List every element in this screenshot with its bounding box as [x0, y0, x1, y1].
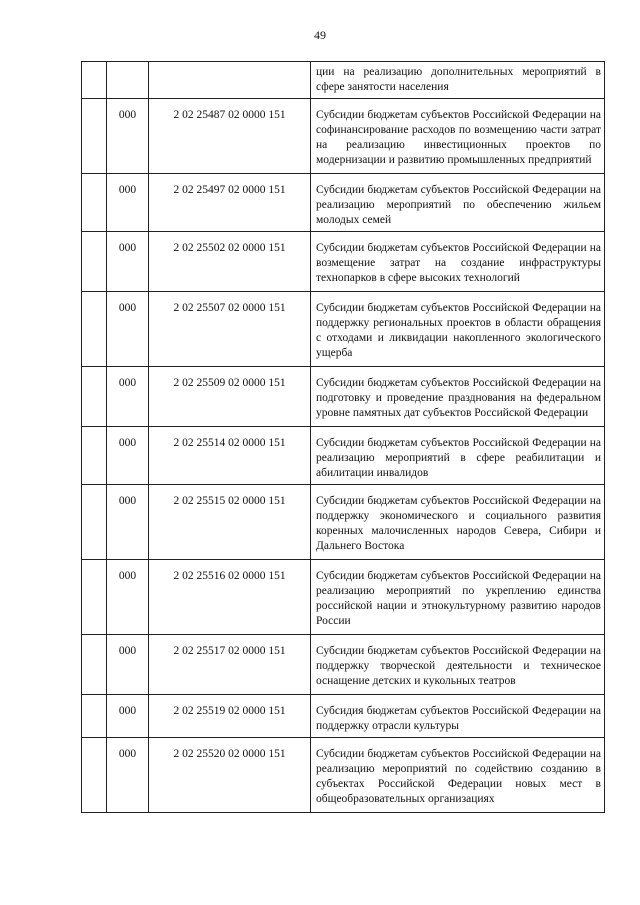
blank-cell	[82, 99, 107, 174]
admin-code-cell: 000	[107, 174, 149, 232]
revenue-name-cell: Субсидии бюджетам субъектов Российской Федерации на реализацию мероприятий по укреплению единства российской нации и этнокультурному развитию народов России	[311, 560, 605, 635]
blank-cell	[82, 695, 107, 738]
revenue-name-cell: Субсидии бюджетам субъектов Российской Федерации на реализацию мероприятий по обеспечению жильем молодых семей	[311, 174, 605, 232]
blank-cell	[82, 367, 107, 427]
page-number: 49	[314, 28, 326, 42]
blank-cell	[82, 174, 107, 232]
admin-code-cell: 000	[107, 367, 149, 427]
table-row	[82, 560, 605, 635]
blank-cell	[82, 738, 107, 813]
budget-code-cell: 2 02 25515 02 0000 151	[149, 485, 311, 560]
revenue-name-cell: Субсидии бюджетам субъектов Российской Федерации на поддержку экономического и социального развития коренных малочисленных народов Севера, Сибири и Дальнего Востока	[311, 485, 605, 560]
budget-code-cell: 2 02 25520 02 0000 151	[149, 738, 311, 813]
budget-code-cell: 2 02 25517 02 0000 151	[149, 635, 311, 695]
admin-code-cell: 000	[107, 695, 149, 738]
revenue-name-cell: Субсидии бюджетам субъектов Российской Федерации на реализацию мероприятий в сфере реабилитации и абилитации инвалидов	[311, 427, 605, 485]
revenue-name-cell: ции на реализацию дополнительных мероприятий в сфере занятости населения	[311, 62, 605, 99]
table-row	[82, 738, 605, 813]
budget-code-cell	[149, 62, 311, 99]
blank-cell	[82, 292, 107, 367]
blank-cell	[82, 485, 107, 560]
admin-code-cell: 000	[107, 485, 149, 560]
table-row	[82, 99, 605, 174]
blank-cell	[82, 62, 107, 99]
budget-code-cell: 2 02 25509 02 0000 151	[149, 367, 311, 427]
revenue-name-cell: Субсидии бюджетам субъектов Российской Федерации на возмещение затрат на создание инфраструктуры технопарков в сфере высоких технологий	[311, 232, 605, 292]
admin-code-cell: 000	[107, 738, 149, 813]
table-row	[82, 485, 605, 560]
revenue-name-cell: Субсидии бюджетам субъектов Российской Федерации на реализацию мероприятий по содействию созданию в субъектах Российской Федерации новых мест в общеобразовательных организациях	[311, 738, 605, 813]
budget-code-cell: 2 02 25497 02 0000 151	[149, 174, 311, 232]
budget-code-cell: 2 02 25502 02 0000 151	[149, 232, 311, 292]
revenue-name-cell: Субсидии бюджетам субъектов Российской Федерации на поддержку региональных проектов в области обращения с отходами и ликвидации накопленного экологического ущерба	[311, 292, 605, 367]
blank-cell	[82, 635, 107, 695]
budget-code-cell: 2 02 25487 02 0000 151	[149, 99, 311, 174]
admin-code-cell: 000	[107, 292, 149, 367]
revenue-name-cell: Субсидия бюджетам субъектов Российской Федерации на поддержку отрасли культуры	[311, 695, 605, 738]
revenue-name-cell: Субсидии бюджетам субъектов Российской Федерации на подготовку и проведение празднования на федеральном уровне памятных дат субъектов Российской Федерации	[311, 367, 605, 427]
admin-code-cell: 000	[107, 560, 149, 635]
budget-code-cell: 2 02 25507 02 0000 151	[149, 292, 311, 367]
table-row	[82, 232, 605, 292]
table-row	[82, 635, 605, 695]
admin-code-cell: 000	[107, 635, 149, 695]
revenue-name-cell: Субсидии бюджетам субъектов Российской Федерации на поддержку творческой деятельности и техническое оснащение детских и кукольных театров	[311, 635, 605, 695]
table-row	[82, 292, 605, 367]
table-row	[82, 367, 605, 427]
budget-code-cell: 2 02 25516 02 0000 151	[149, 560, 311, 635]
budget-code-cell: 2 02 25519 02 0000 151	[149, 695, 311, 738]
budget-classification-table	[81, 61, 605, 813]
admin-code-cell: 000	[107, 99, 149, 174]
table-row	[82, 174, 605, 232]
table-row	[82, 695, 605, 738]
table-row-continuation	[82, 62, 605, 99]
admin-code-cell: 000	[107, 427, 149, 485]
revenue-name-cell: Субсидии бюджетам субъектов Российской Федерации на софинансирование расходов по возмещению части затрат на реализацию инвестиционных проектов по модернизации и развитию промышленных предприятий	[311, 99, 605, 174]
admin-code-cell: 000	[107, 232, 149, 292]
table-row	[82, 427, 605, 485]
blank-cell	[82, 427, 107, 485]
blank-cell	[82, 560, 107, 635]
admin-code-cell	[107, 62, 149, 99]
blank-cell	[82, 232, 107, 292]
budget-code-cell: 2 02 25514 02 0000 151	[149, 427, 311, 485]
